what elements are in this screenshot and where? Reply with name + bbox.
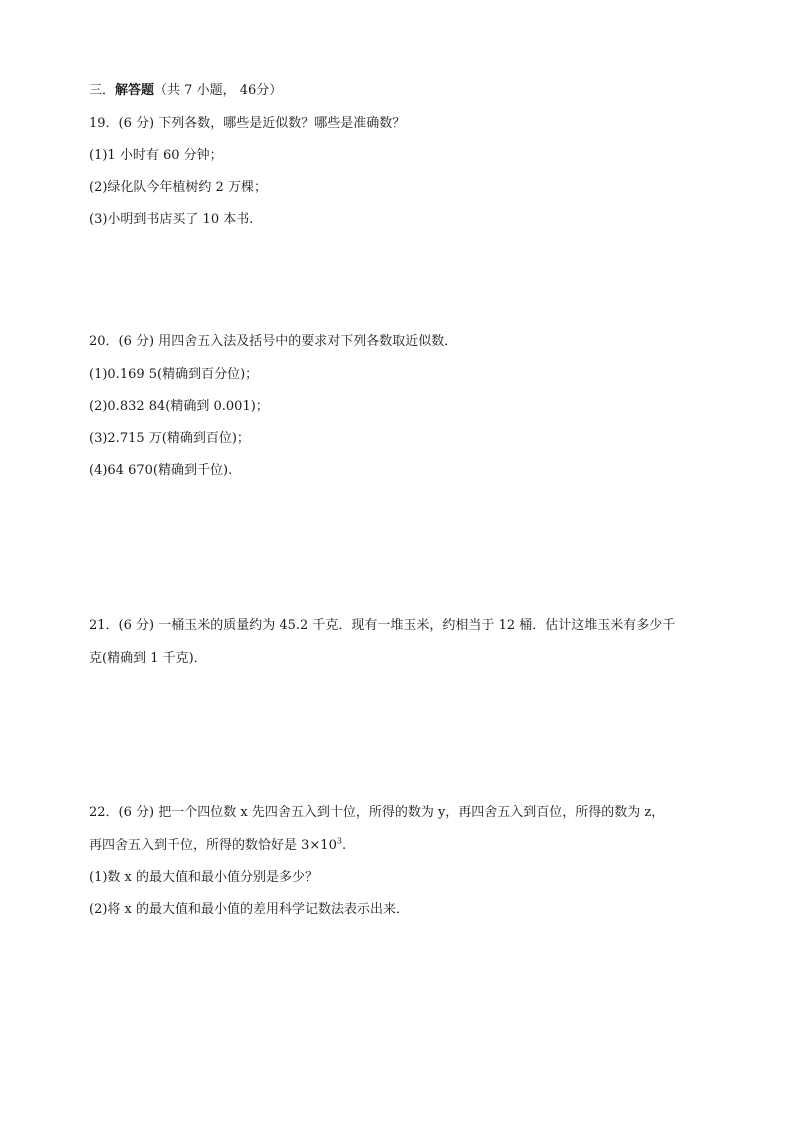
section-heading xyxy=(89,82,282,100)
question-19-item-3: (3)小明到书店买了 10 本书. xyxy=(89,212,254,227)
question-20-stem: 20．(6 分) 用四舍五入法及括号中的要求对下列各数取近似数． xyxy=(89,334,458,349)
question-22-exponent: 3 xyxy=(336,836,342,846)
question-22-stem-line-1: 22．(6 分) 把一个四位数 x 先四舍五入到十位，所得的数为 y，再四舍五入到百位，所得的数为 z， xyxy=(89,805,665,820)
section-title: 解答题 xyxy=(115,83,155,98)
question-19-item-2: (2)绿化队今年植树约 2 万棵； xyxy=(89,180,267,195)
question-20-item-4: (4)64 670(精确到千位). xyxy=(89,463,233,478)
question-20-item-2: (2)0.832 84(精确到 0.001)； xyxy=(89,399,269,414)
question-19-item-1: (1)1 小时有 60 分钟； xyxy=(89,148,223,163)
question-22-stem-line-2 xyxy=(89,837,346,855)
section-number: 三． xyxy=(89,83,116,98)
question-20-item-1: (1)0.169 5(精确到百分位)； xyxy=(89,367,259,382)
question-22-stem-line-2-end: . xyxy=(341,838,347,853)
question-21-stem-line-1: 21．(6 分) 一桶玉米的质量约为 45.2 千克．现有一堆玉米，约相当于 12 桶．估计这堆玉米有多少千 xyxy=(89,618,676,633)
question-22-item-1: (1)数 x 的最大值和最小值分别是多少？ xyxy=(89,870,319,885)
question-22-stem-line-2-text: 再四舍五入到千位，所得的数恰好是 3×10 xyxy=(89,838,337,853)
question-22-item-2: (2)将 x 的最大值和最小值的差用科学记数法表示出来． xyxy=(89,902,410,917)
section-info: （共 7 小题， 46分） xyxy=(154,83,283,98)
question-20-item-3: (3)2.715 万(精确到百位)； xyxy=(89,431,250,446)
question-19-stem: 19．(6 分) 下列各数，哪些是近似数？哪些是准确数？ xyxy=(89,116,406,131)
question-21-stem-line-2: 克(精确到 1 千克)． xyxy=(89,651,207,666)
